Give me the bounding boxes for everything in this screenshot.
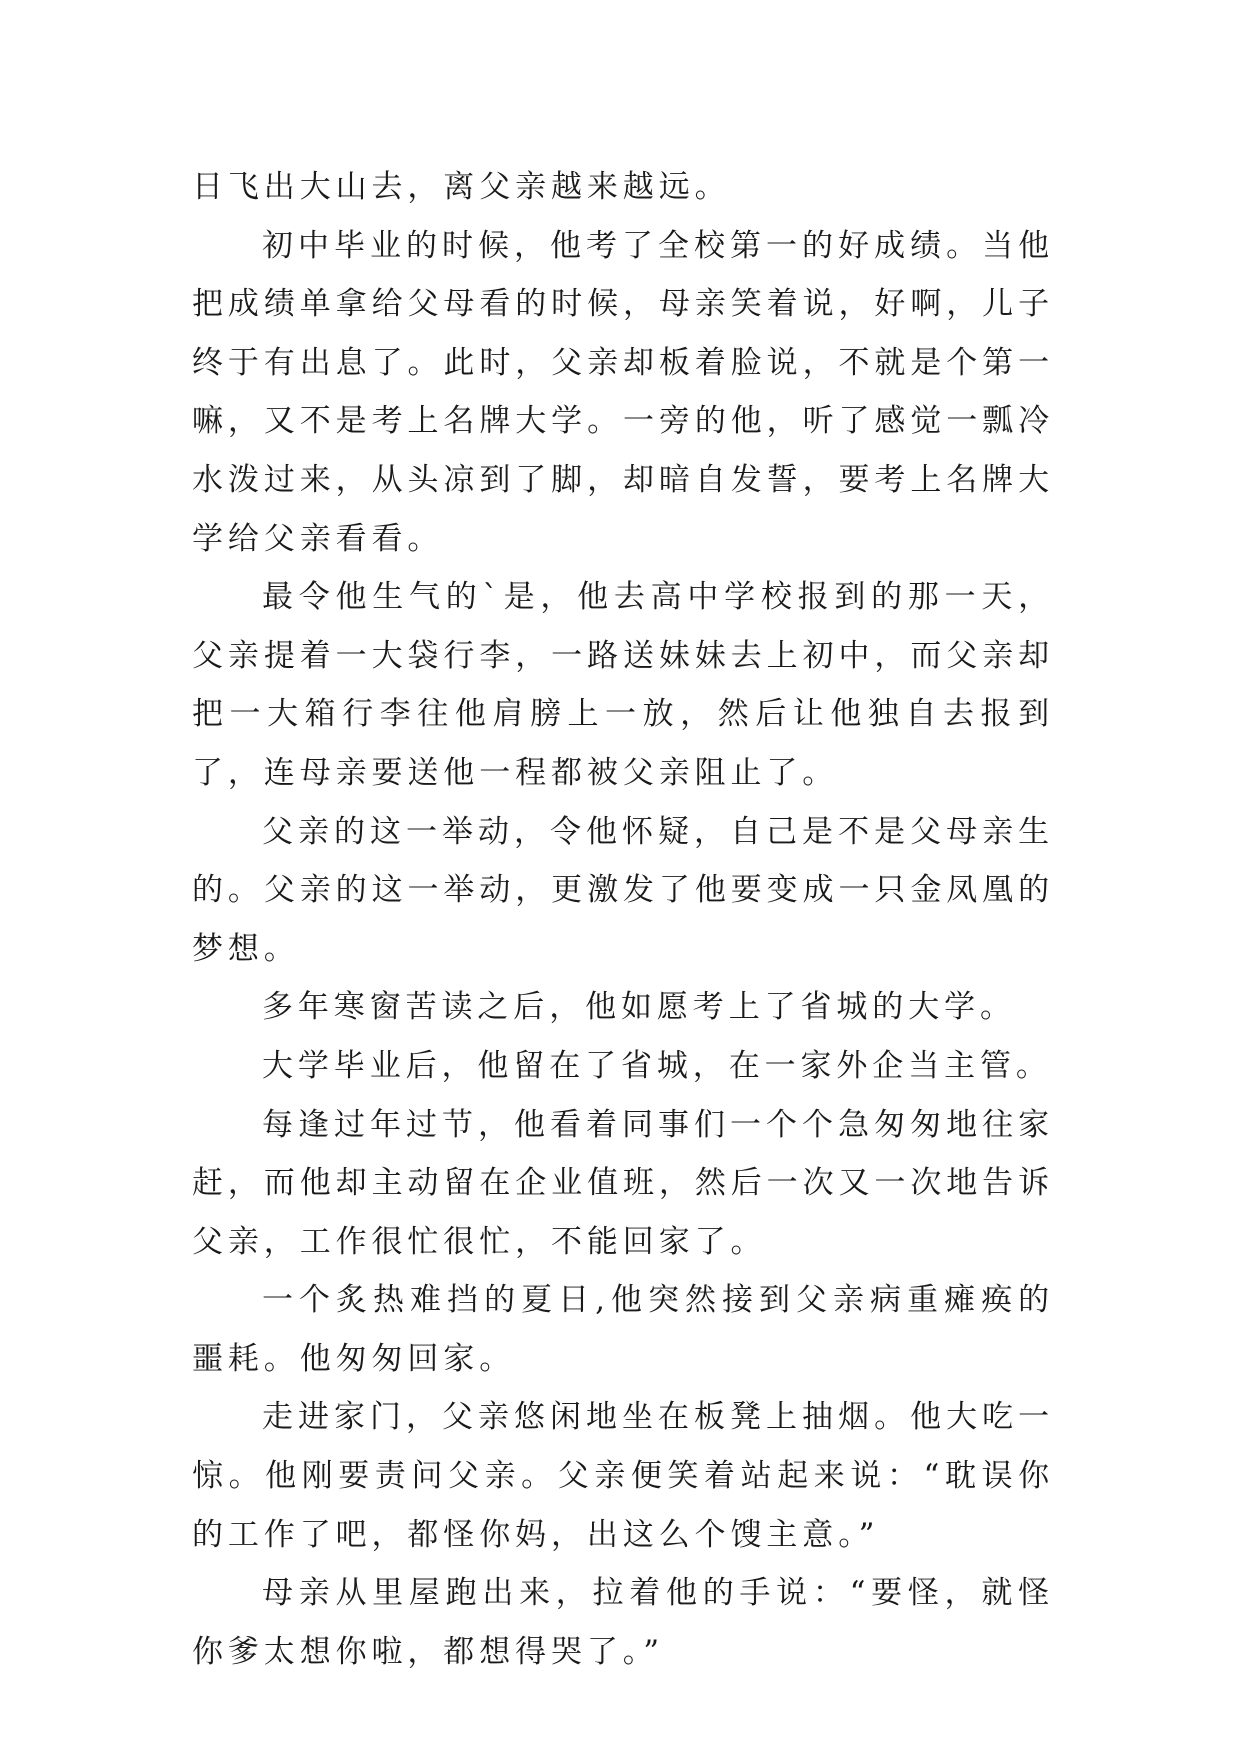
- paragraph: 母亲从里屋跑出来，拉着他的手说：“要怪，就怪你爹太想你啦，都想得哭了。”: [192, 1575, 1054, 1670]
- paragraph: 走进家门，父亲悠闲地坐在板凳上抽烟。他大吃一惊。他刚要责问父亲。父亲便笑着站起来说：“耽误你的工作了吧，都怪你妈，出这么个馊主意。”: [192, 1399, 1054, 1553]
- paragraph: 父亲的这一举动，令他怀疑，自己是不是父母亲生的。父亲的这一举动，更激发了他要变成一只金凤凰的梦想。: [192, 813, 1054, 967]
- paragraph: 每逢过年过节，他看着同事们一个个急匆匆地往家赶，而他却主动留在企业值班，然后一次又一次地告诉父亲，工作很忙很忙，不能回家了。: [192, 1106, 1054, 1260]
- paragraph: 最令他生气的`是，他去高中学校报到的那一天，父亲提着一大袋行李，一路送妹妹去上初中，而父亲却把一大箱行李往他肩膀上一放，然后让他独自去报到了，连母亲要送他一程都被父亲阻止了。: [192, 579, 1054, 791]
- paragraph: 大学毕业后，他留在了省城，在一家外企当主管。: [262, 1047, 1052, 1084]
- story-text: [192, 158, 1054, 1681]
- paragraph: 初中毕业的时候，他考了全校第一的好成绩。当他把成绩单拿给父母看的时候，母亲笑着说，好啊，儿子终于有出息了。此时，父亲却板着脸说，不就是个第一嘛，又不是考上名牌大学。一旁的他，听了感觉一瓢冷水泼过来，从头凉到了脚，却暗自发誓，要考上名牌大学给父亲看看。: [192, 227, 1054, 557]
- paragraph: 一个炙热难挡的夏日,他突然接到父亲病重瘫痪的噩耗。他匆匆回家。: [192, 1282, 1054, 1377]
- paragraph-continued: 日飞出大山去，离父亲越来越远。: [192, 169, 731, 205]
- paragraph: 多年寒窗苦读之后，他如愿考上了省城的大学。: [262, 989, 1016, 1026]
